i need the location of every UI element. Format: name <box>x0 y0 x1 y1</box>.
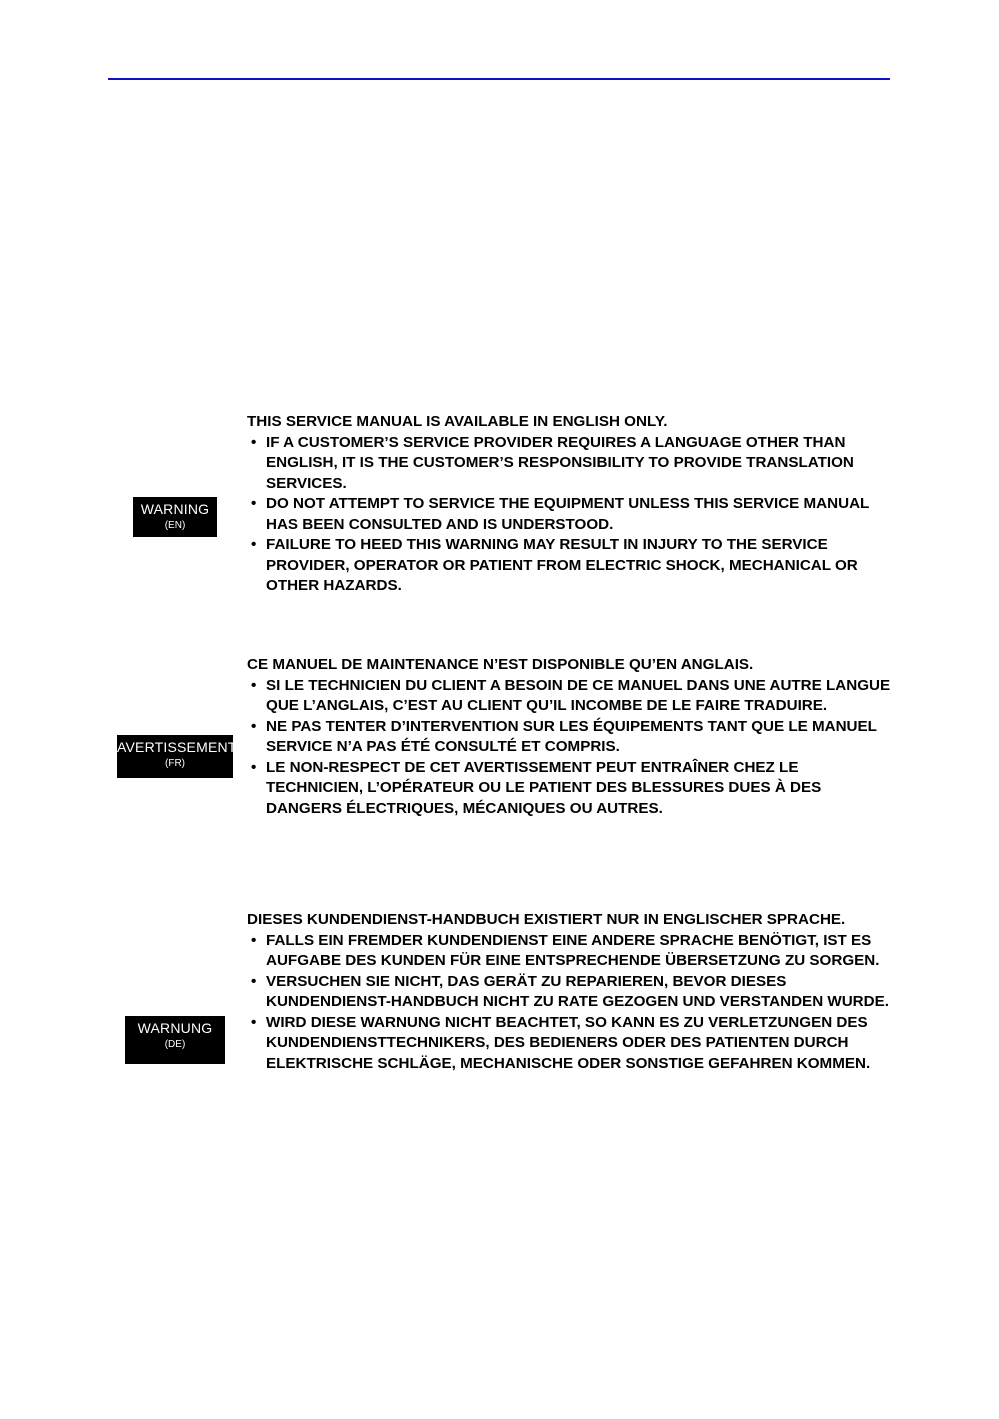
warning-badge-de <box>125 1016 225 1064</box>
list-item <box>247 433 892 495</box>
list-item <box>247 972 892 1013</box>
badge-title: AVERTISSEMENT <box>117 739 237 755</box>
badge-language: (EN) <box>164 520 186 531</box>
list-item <box>247 535 892 597</box>
bullet-glyph: • <box>251 717 257 735</box>
list-item <box>247 931 892 972</box>
list-item <box>247 1013 892 1075</box>
list-item <box>247 717 892 758</box>
warning-text-fr <box>247 655 892 819</box>
bullet-glyph: • <box>251 1013 257 1031</box>
list-item-text: VERSUCHEN SIE NICHT, DAS GERÄT ZU REPARIEREN, BEVOR DIESES KUNDENDIENST-HANDBUCH NICHT ZU RATE GEZOGEN UND VERSTANDEN WURDE. <box>266 972 889 1010</box>
badge-language: (FR) <box>165 758 185 769</box>
list-item-text: IF A CUSTOMER’S SERVICE PROVIDER REQUIRES A LANGUAGE OTHER THAN ENGLISH, IT IS THE CUSTOMER’S RESPONSIBILITY TO PROVIDE TRANSLATION SERVICES. <box>266 433 854 492</box>
list-item-text: SI LE TECHNICIEN DU CLIENT A BESOIN DE CE MANUEL DANS UNE AUTRE LANGUE QUE L’ANGLAIS, C’EST AU CLIENT QU’IL INCOMBE DE LE FAIRE TRADUIRE. <box>266 676 891 714</box>
list-item-text: NE PAS TENTER D’INTERVENTION SUR LES ÉQUIPEMENTS TANT QUE LE MANUEL SERVICE N’A PAS ÉTÉ CONSULTÉ ET COMPRIS. <box>266 717 877 755</box>
warning-lead: DIESES KUNDENDIENST-HANDBUCH EXISTIERT NUR IN ENGLISCHER SPRACHE. <box>247 911 846 928</box>
warning-lead: THIS SERVICE MANUAL IS AVAILABLE IN ENGLISH ONLY. <box>247 413 668 430</box>
bullet-glyph: • <box>251 676 257 694</box>
warning-text-en <box>247 412 892 597</box>
list-item-text: DO NOT ATTEMPT TO SERVICE THE EQUIPMENT UNLESS THIS SERVICE MANUAL HAS BEEN CONSULTED AND IS UNDERSTOOD. <box>266 495 870 533</box>
bullet-glyph: • <box>251 758 257 776</box>
list-item <box>247 494 892 535</box>
bullet-glyph: • <box>251 433 257 451</box>
badge-language: (DE) <box>164 1039 186 1050</box>
warning-list <box>247 433 892 597</box>
warning-lead: CE MANUEL DE MAINTENANCE N’EST DISPONIBLE QU’EN ANGLAIS. <box>247 656 754 673</box>
badge-title: WARNING <box>140 501 210 517</box>
bullet-glyph: • <box>251 972 257 990</box>
list-item <box>247 758 892 820</box>
list-item <box>247 676 892 717</box>
header-rule <box>108 78 890 80</box>
warning-text-de <box>247 910 892 1074</box>
list-item-text: LE NON-RESPECT DE CET AVERTISSEMENT PEUT ENTRAÎNER CHEZ LE TECHNICIEN, L’OPÉRATEUR OU LE PATIENT DES BLESSURES DUES À DES DANGERS ÉLECTRIQUES, MÉCANIQUES OU AUTRES. <box>266 758 822 817</box>
list-item-text: FAILURE TO HEED THIS WARNING MAY RESULT IN INJURY TO THE SERVICE PROVIDER, OPERATOR OR PATIENT FROM ELECTRIC SHOCK, MECHANICAL OR OTHER HAZARDS. <box>266 536 858 594</box>
list-item-text: FALLS EIN FREMDER KUNDENDIENST EINE ANDERE SPRACHE BENÖTIGT, IST ES AUFGABE DES KUNDEN FÜR EINE ENTSPRECHENDE ÜBERSETZUNG ZU SORGEN. <box>266 931 880 969</box>
warning-list <box>247 931 892 1075</box>
bullet-glyph: • <box>251 495 257 512</box>
bullet-glyph: • <box>251 536 257 553</box>
list-item-text: WIRD DIESE WARNUNG NICHT BEACHTET, SO KANN ES ZU VERLETZUNGEN DES KUNDENDIENSTTECHNIKERS, DES BEDIENERS ODER DES PATIENTEN DURCH ELEKTRISCHE SCHLÄGE, MECHANISCHE ODER SONSTIGE GEFAHREN KOMMEN. <box>266 1013 871 1072</box>
bullet-glyph: • <box>251 931 257 949</box>
warning-badge-fr <box>117 735 237 778</box>
warning-list <box>247 676 892 820</box>
warning-badge-en <box>133 497 217 537</box>
badge-title: WARNUNG <box>137 1020 213 1036</box>
